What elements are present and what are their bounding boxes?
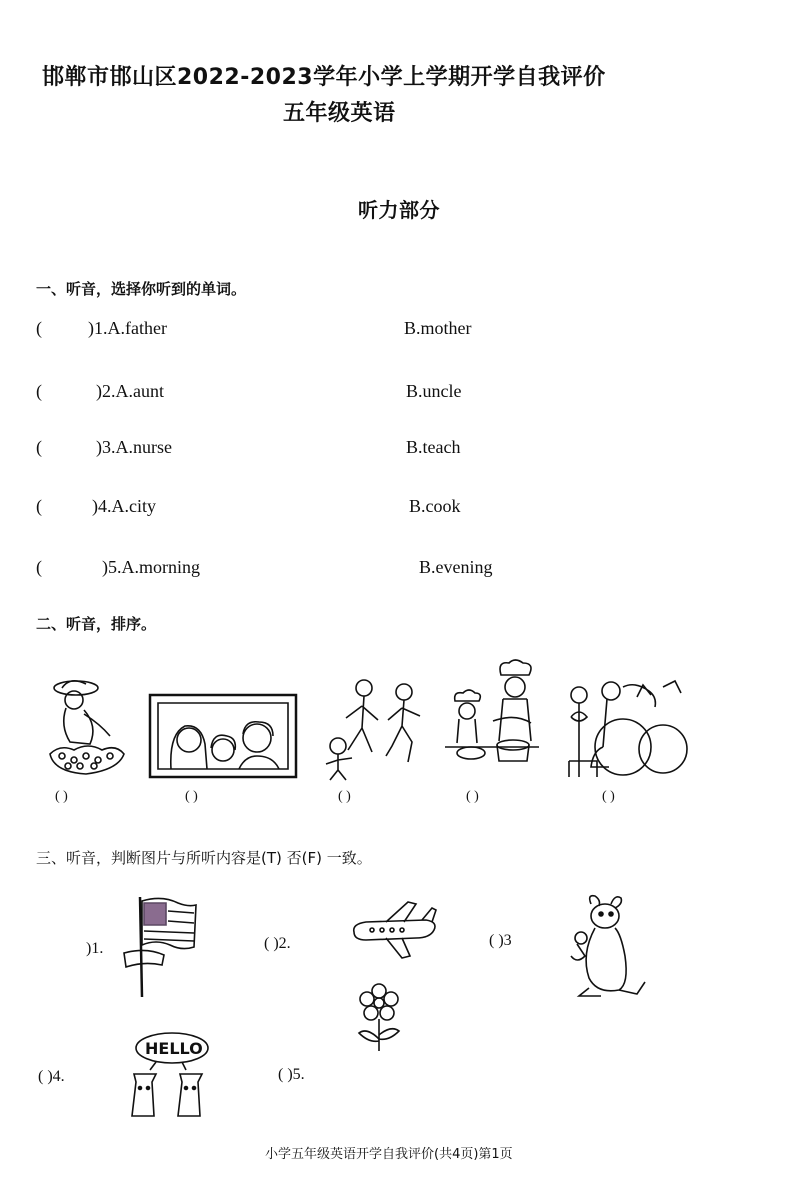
option-b: B.uncle [406, 381, 462, 401]
picture-5-answer-blank[interactable]: ( ) [602, 789, 615, 804]
tf-item-3-label: ( )3 [489, 932, 512, 949]
document-subtitle: 五年级英语 [283, 101, 396, 126]
document-title: 邯郸市邯山区2022-2023学年小学上学期开学自我评价 [42, 65, 606, 90]
tf-item-2-label: ( )2. [264, 935, 291, 952]
section1-heading: 一、听音，选择你听到的单词。 [36, 280, 247, 298]
airplane-picture-icon [350, 900, 438, 960]
option-b: B.cook [409, 496, 461, 516]
option-a: )1.A.father [88, 318, 167, 338]
section3-heading: 三、听音，判断图片与所听内容是(T) 否(F) 一致。 [36, 849, 372, 867]
flag-picture-icon [118, 893, 198, 997]
picture-2-answer-blank[interactable]: ( ) [185, 789, 198, 804]
option-a: )4.A.city [92, 496, 156, 516]
hello-speech-bubble-text: HELLO [145, 1039, 203, 1058]
gardener-picture-icon [40, 674, 132, 784]
kangaroo-picture-icon [567, 894, 647, 998]
listening-section-title: 听力部分 [358, 198, 440, 222]
answer-paren: ( [36, 557, 42, 577]
answer-paren: ( [36, 381, 42, 401]
option-a: )5.A.morning [102, 557, 200, 577]
answer-paren: ( [36, 318, 42, 338]
section2-heading: 二、听音，排序。 [36, 615, 157, 633]
option-a: )2.A.aunt [96, 381, 164, 401]
picture-4-answer-blank[interactable]: ( ) [466, 789, 479, 804]
option-b: B.mother [404, 318, 472, 338]
family-photo-picture-icon [149, 694, 297, 778]
picture-3-answer-blank[interactable]: ( ) [338, 789, 351, 804]
tf-item-5-label: ( )5. [278, 1066, 305, 1083]
option-b: B.evening [419, 557, 493, 577]
answer-paren: ( [36, 437, 42, 457]
zoo-animals-picture-icon [563, 677, 687, 781]
tf-item-4-label: ( )4. [38, 1068, 65, 1085]
page-footer: 小学五年级英语开学自我评价(共4页)第1页 [265, 1147, 513, 1162]
running-family-picture-icon [312, 676, 430, 784]
option-b: B.teach [406, 437, 461, 457]
tf-item-1-label: )1. [86, 940, 104, 957]
picture-1-answer-blank[interactable]: ( ) [55, 789, 68, 804]
option-a: )3.A.nurse [96, 437, 172, 457]
flower-picture-icon [355, 983, 403, 1053]
answer-paren: ( [36, 496, 42, 516]
cooks-picture-icon [443, 657, 541, 775]
